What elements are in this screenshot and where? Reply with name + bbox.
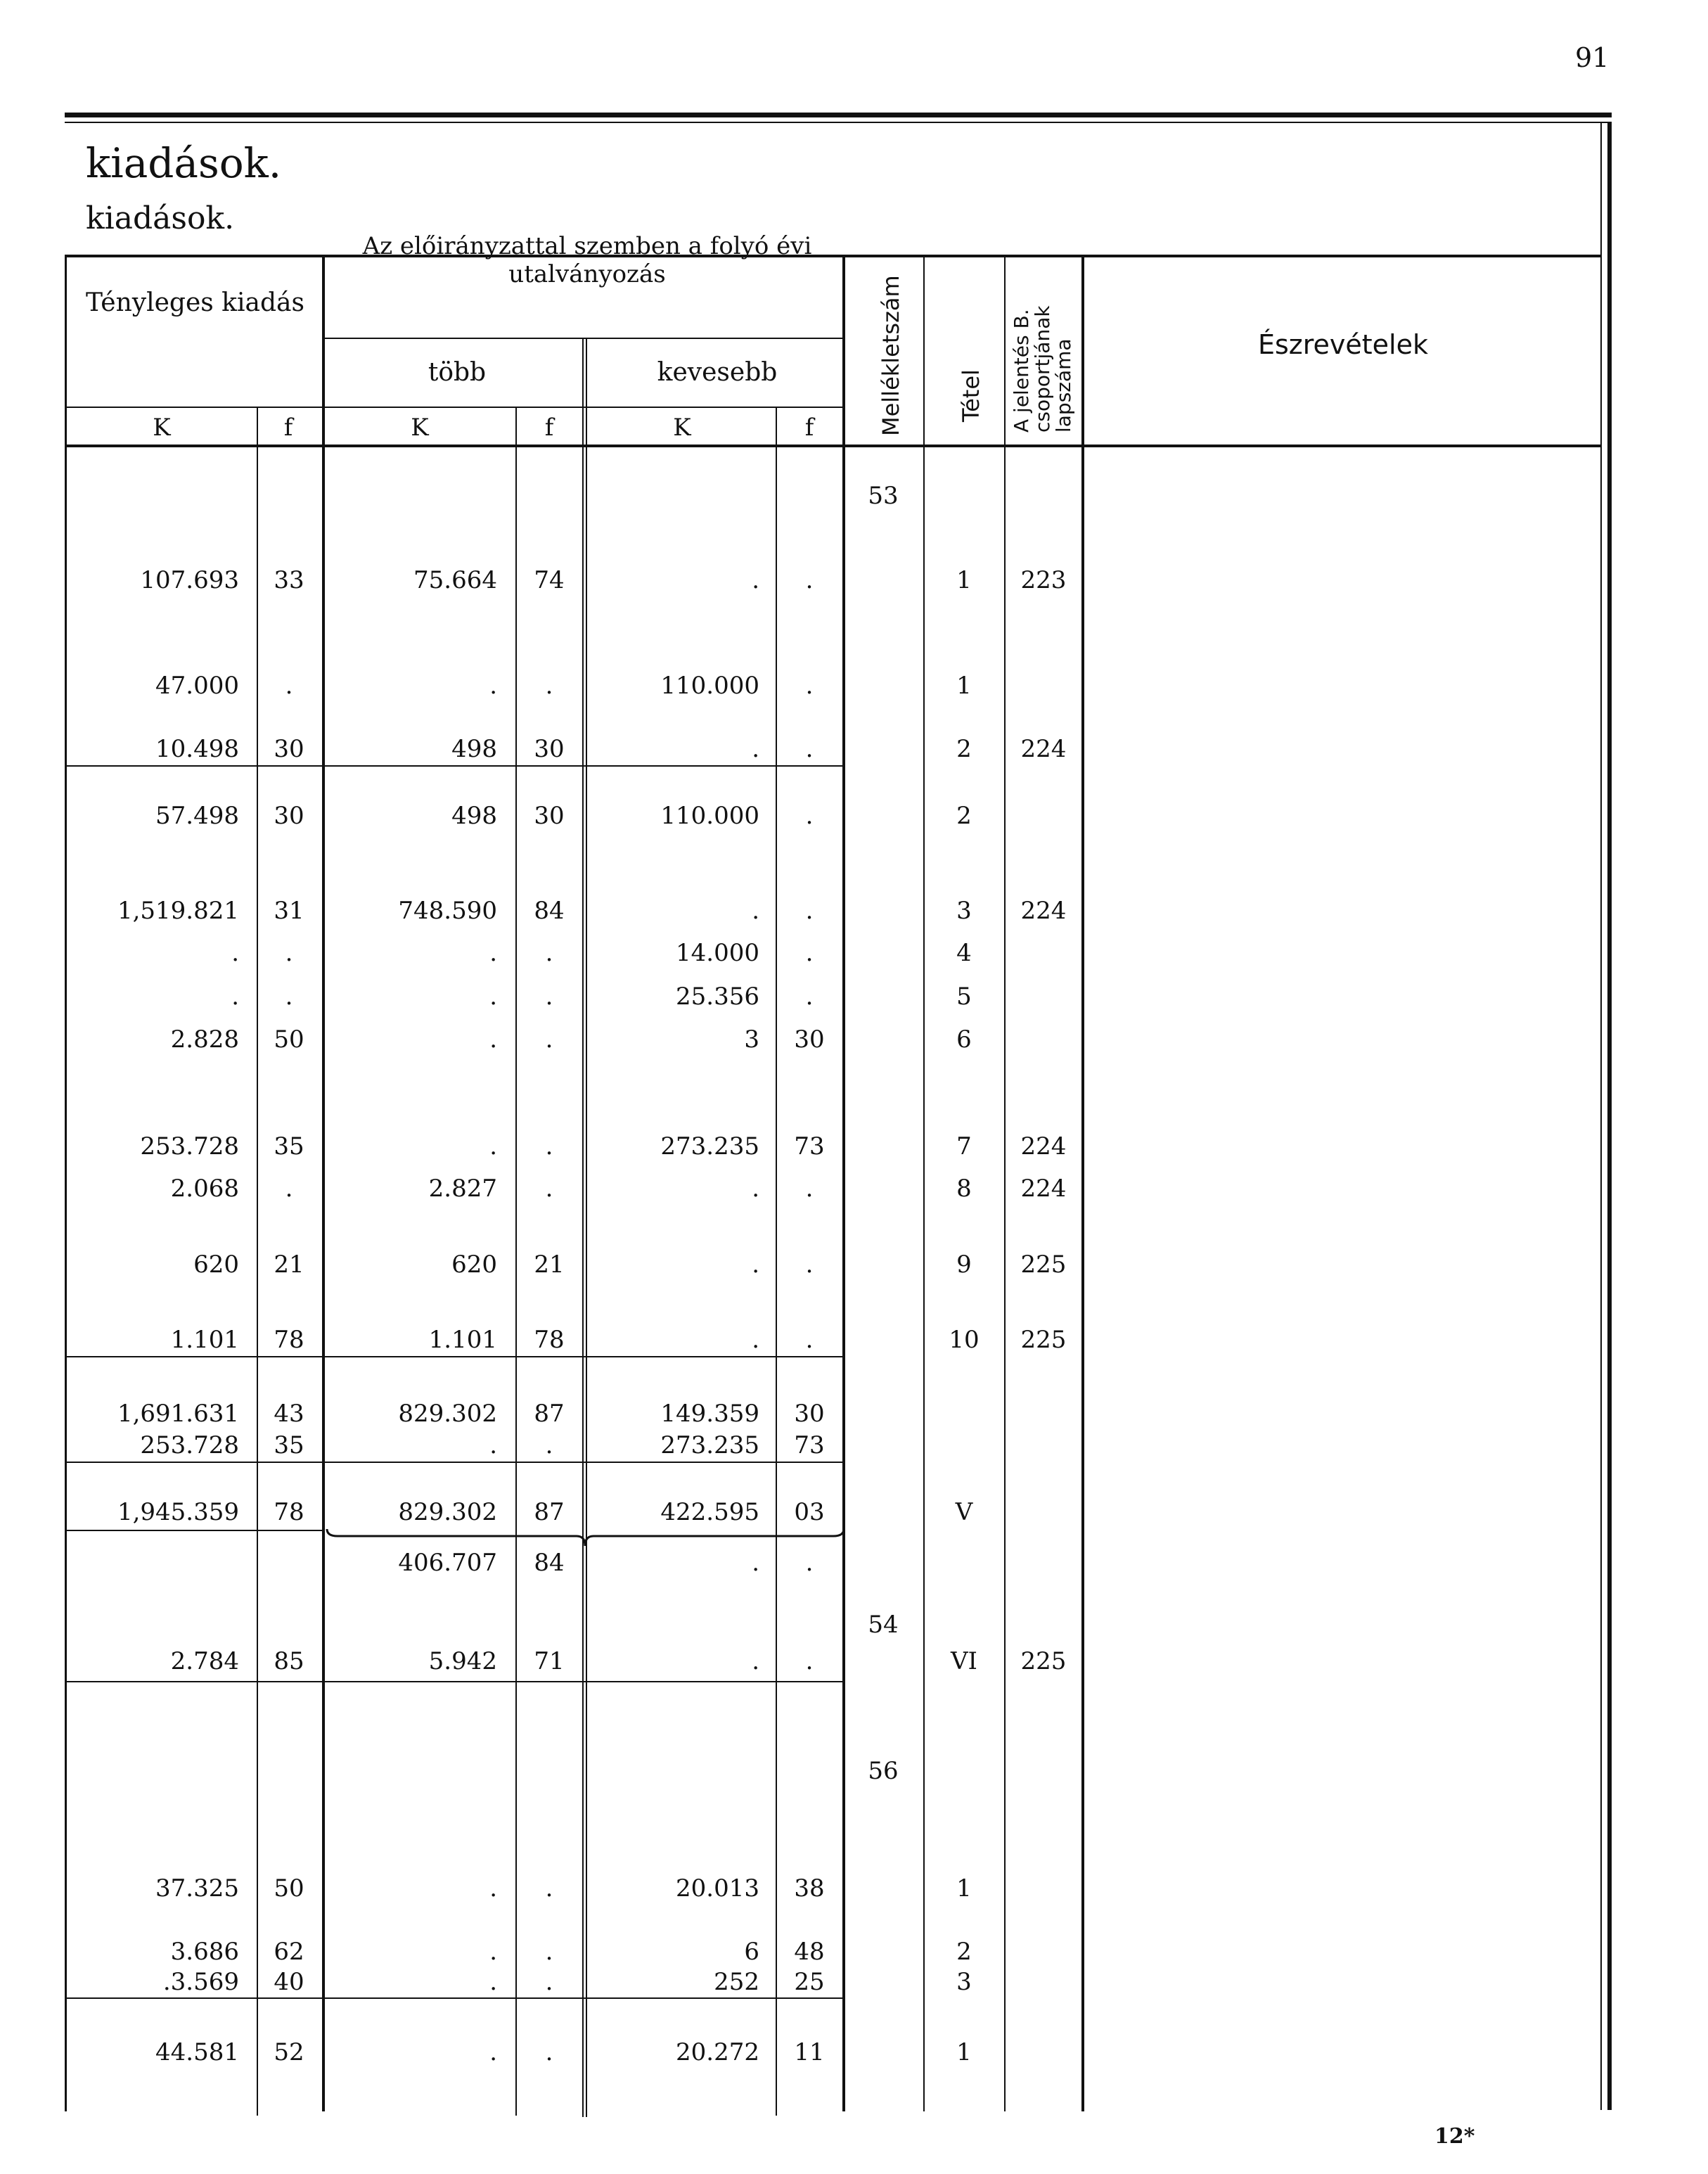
cell-tobb-k: . xyxy=(489,672,497,700)
cell-kevesebb-f: . xyxy=(805,1175,814,1203)
sum-rule-2 xyxy=(67,1356,844,1357)
cell-kevesebb-k: 273.235 xyxy=(660,1431,759,1459)
right-border-outer xyxy=(1607,123,1612,2110)
right-border-inner xyxy=(1600,123,1602,2110)
col-line-eszrevetelek xyxy=(1081,255,1084,2111)
cell-lapszam: 225 xyxy=(1020,1326,1067,1354)
cell-tenyleges-f: 85 xyxy=(274,1647,304,1675)
cell-lapszam: 225 xyxy=(1020,1251,1067,1279)
cell-tobb-k: . xyxy=(489,1968,497,1996)
header-tetel: Tétel xyxy=(958,369,984,422)
cell-tenyleges-f: 35 xyxy=(274,1431,304,1459)
cell-tobb-f: 30 xyxy=(534,735,565,763)
cell-kevesebb-k: 25.356 xyxy=(676,983,759,1011)
cell-tobb-k: 829.302 xyxy=(398,1400,497,1428)
cell-tobb-k: 1.101 xyxy=(428,1326,497,1354)
cell-tobb-k: 2.827 xyxy=(428,1175,497,1203)
cell-kevesebb-k: . xyxy=(752,566,759,594)
cell-tobb-k: 498 xyxy=(451,735,497,763)
cell-tenyleges-k: 620 xyxy=(193,1251,239,1279)
cell-tobb-k: 829.302 xyxy=(398,1498,497,1526)
cell-kevesebb-f: . xyxy=(805,1251,814,1279)
cell-kevesebb-f: . xyxy=(805,983,814,1011)
cell-tobb-f: . xyxy=(545,1175,553,1203)
header-eloiranyzat xyxy=(330,229,844,288)
sum-rule-6 xyxy=(67,1997,844,1999)
header-k-tobb: K xyxy=(411,414,429,442)
header-f-kevesebb: f xyxy=(804,414,814,442)
header-eloiranyzat-text: Az előirányzattal szemben a folyó évi utalványozás xyxy=(362,232,812,288)
cell-tobb-k: 406.707 xyxy=(398,1549,497,1577)
cell-tenyleges-k: . xyxy=(231,983,239,1011)
cell-kevesebb-k: . xyxy=(752,1549,759,1577)
cell-mellekletszam: 56 xyxy=(868,1757,899,1785)
cell-tobb-f: . xyxy=(545,672,553,700)
cell-kevesebb-k: 273.235 xyxy=(660,1132,759,1160)
cell-lapszam: 224 xyxy=(1020,1175,1067,1203)
cell-tobb-k: . xyxy=(489,939,497,967)
cell-tenyleges-k: 37.325 xyxy=(155,1874,239,1903)
header-eszrevetelek: Észrevételek xyxy=(1257,329,1428,360)
cell-tobb-f: . xyxy=(545,1025,553,1054)
cell-tenyleges-f: . xyxy=(285,1175,293,1203)
cell-tobb-k: . xyxy=(489,1874,497,1903)
cell-tobb-f: . xyxy=(545,1874,553,1903)
cell-tobb-k: 498 xyxy=(451,802,497,830)
cell-tetel: 1 xyxy=(956,1874,972,1903)
cell-tenyleges-k: 44.581 xyxy=(155,2038,239,2066)
header-k-tenyleges: K xyxy=(153,414,171,442)
cell-tenyleges-f: 30 xyxy=(274,735,304,763)
footer-mark: 12* xyxy=(1434,2124,1475,2149)
cell-kevesebb-f: 73 xyxy=(794,1132,825,1160)
cell-tobb-f: 71 xyxy=(534,1647,565,1675)
cell-kevesebb-f: 48 xyxy=(794,1938,825,1966)
header-jelentes-3: lapszáma xyxy=(1052,338,1075,433)
header-tenyleges-text: Tényleges kiadás xyxy=(86,288,304,317)
header-jelentes-2: csoportjának xyxy=(1031,305,1054,433)
cell-tetel: VI xyxy=(951,1647,977,1675)
cell-kevesebb-k: 252 xyxy=(714,1968,759,1996)
cell-tobb-f: . xyxy=(545,1132,553,1160)
cell-kevesebb-k: 3 xyxy=(744,1025,759,1054)
cell-kevesebb-f: 11 xyxy=(794,2038,825,2066)
cell-kevesebb-f: 30 xyxy=(794,1025,825,1054)
cell-tenyleges-k: 47.000 xyxy=(155,672,239,700)
cell-tenyleges-f: . xyxy=(285,939,293,967)
cell-tobb-f: . xyxy=(545,2038,553,2066)
cell-tobb-k: . xyxy=(489,1431,497,1459)
cell-tobb-f: . xyxy=(545,1938,553,1966)
cell-tenyleges-k: . xyxy=(231,939,239,967)
sum-rule-3 xyxy=(67,1462,844,1463)
cell-tenyleges-f: 40 xyxy=(274,1968,304,1996)
cell-tetel: 1 xyxy=(956,2038,972,2066)
cell-tetel: 3 xyxy=(956,1968,972,1996)
brace-bracket xyxy=(323,1526,847,1550)
header-jelentes-1: A jelentés B. xyxy=(1010,309,1033,433)
cell-tenyleges-f: . xyxy=(285,672,293,700)
cell-kevesebb-f: . xyxy=(805,1549,814,1577)
cell-tenyleges-k: 1,945.359 xyxy=(117,1498,239,1526)
cell-tenyleges-f: 62 xyxy=(274,1938,304,1966)
cell-tenyleges-f: 43 xyxy=(274,1400,304,1428)
cell-tenyleges-f: 31 xyxy=(274,897,304,925)
top-double-rule xyxy=(65,113,1612,117)
cell-tobb-k: 748.590 xyxy=(398,897,497,925)
cell-tobb-k: . xyxy=(489,983,497,1011)
cell-tenyleges-k: 253.728 xyxy=(140,1132,239,1160)
header-mellekletszam: Mellékletszám xyxy=(878,275,904,436)
cell-tobb-f: . xyxy=(545,1431,553,1459)
cell-tobb-f: 74 xyxy=(534,566,565,594)
rule-above-kf xyxy=(67,407,844,408)
cell-tenyleges-f: 52 xyxy=(274,2038,304,2066)
cell-tenyleges-k: 10.498 xyxy=(155,735,239,763)
cell-kevesebb-k: . xyxy=(752,1326,759,1354)
cell-tetel: 2 xyxy=(956,735,972,763)
cell-tenyleges-f: . xyxy=(285,983,293,1011)
cell-tobb-k: 5.942 xyxy=(428,1647,497,1675)
cell-kevesebb-k: . xyxy=(752,1647,759,1675)
cell-mellekletszam: 54 xyxy=(868,1611,899,1639)
cell-tobb-f: 21 xyxy=(534,1251,565,1279)
cell-kevesebb-k: . xyxy=(752,897,759,925)
cell-tobb-f: . xyxy=(545,983,553,1011)
cell-tenyleges-k: 1.101 xyxy=(170,1326,239,1354)
top-thin-rule xyxy=(65,122,1612,123)
cell-tenyleges-k: 2.068 xyxy=(170,1175,239,1203)
cell-tenyleges-k: 3.686 xyxy=(170,1938,239,1966)
cell-kevesebb-k: 14.000 xyxy=(676,939,759,967)
cell-tenyleges-f: 35 xyxy=(274,1132,304,1160)
cell-tetel: 1 xyxy=(956,566,972,594)
cell-kevesebb-f: 25 xyxy=(794,1968,825,1996)
cell-kevesebb-f: . xyxy=(805,802,814,830)
col-line-mellekletszam xyxy=(842,255,845,2111)
cell-kevesebb-k: 110.000 xyxy=(660,802,759,830)
cell-tobb-k: . xyxy=(489,2038,497,2066)
cell-tenyleges-k: .3.569 xyxy=(162,1968,239,1996)
page-title: kiadások. xyxy=(86,139,282,187)
cell-kevesebb-k: . xyxy=(752,735,759,763)
cell-kevesebb-k: 422.595 xyxy=(660,1498,759,1526)
header-kevesebb: kevesebb xyxy=(657,358,778,387)
cell-tenyleges-k: 2.784 xyxy=(170,1647,239,1675)
cell-tetel: 4 xyxy=(956,939,972,967)
cell-tobb-f: 30 xyxy=(534,802,565,830)
cell-kevesebb-f: 73 xyxy=(794,1431,825,1459)
cell-lapszam: 224 xyxy=(1020,735,1067,763)
page-subtitle: kiadások. xyxy=(86,200,235,236)
cell-kevesebb-k: . xyxy=(752,1251,759,1279)
header-k-kevesebb: K xyxy=(673,414,691,442)
cell-kevesebb-k: 20.272 xyxy=(676,2038,759,2066)
cell-tobb-k: 620 xyxy=(451,1251,497,1279)
cell-tobb-k: 75.664 xyxy=(413,566,497,594)
cell-tenyleges-k: 253.728 xyxy=(140,1431,239,1459)
cell-kevesebb-f: 03 xyxy=(794,1498,825,1526)
cell-tobb-f: 78 xyxy=(534,1326,565,1354)
cell-kevesebb-k: 6 xyxy=(744,1938,759,1966)
cell-tenyleges-f: 78 xyxy=(274,1498,304,1526)
cell-tetel: 6 xyxy=(956,1025,972,1054)
col-line-tobb-end-b xyxy=(586,338,587,2117)
cell-tobb-k: . xyxy=(489,1025,497,1054)
cell-tetel: V xyxy=(955,1498,973,1526)
cell-tenyleges-k: 1,691.631 xyxy=(117,1400,239,1428)
cell-tenyleges-f: 78 xyxy=(274,1326,304,1354)
cell-kevesebb-f: . xyxy=(805,672,814,700)
cell-kevesebb-f: . xyxy=(805,939,814,967)
cell-tobb-f: 87 xyxy=(534,1498,565,1526)
cell-tenyleges-k: 1,519.821 xyxy=(117,897,239,925)
page-number: 91 xyxy=(1575,42,1610,73)
cell-kevesebb-k: . xyxy=(752,1175,759,1203)
sum-rule-1 xyxy=(67,765,844,767)
cell-lapszam: 225 xyxy=(1020,1647,1067,1675)
cell-kevesebb-k: 110.000 xyxy=(660,672,759,700)
cell-tetel: 10 xyxy=(949,1326,980,1354)
cell-kevesebb-f: . xyxy=(805,897,814,925)
cell-kevesebb-f: 38 xyxy=(794,1874,825,1903)
cell-kevesebb-f: 30 xyxy=(794,1400,825,1428)
sum-rule-5 xyxy=(67,1681,844,1682)
cell-tobb-f: 84 xyxy=(534,897,565,925)
cell-tetel: 8 xyxy=(956,1175,972,1203)
cell-mellekletszam: 53 xyxy=(868,482,899,510)
cell-tetel: 2 xyxy=(956,802,972,830)
cell-lapszam: 223 xyxy=(1020,566,1067,594)
cell-tetel: 1 xyxy=(956,672,972,700)
cell-tetel: 9 xyxy=(956,1251,972,1279)
cell-tetel: 5 xyxy=(956,983,972,1011)
cell-tenyleges-f: 30 xyxy=(274,802,304,830)
cell-kevesebb-k: 149.359 xyxy=(660,1400,759,1428)
cell-lapszam: 224 xyxy=(1020,897,1067,925)
header-f-tobb: f xyxy=(544,414,554,442)
cell-tenyleges-k: 107.693 xyxy=(140,566,239,594)
header-tobb: több xyxy=(428,358,487,387)
cell-tenyleges-f: 50 xyxy=(274,1025,304,1054)
cell-tetel: 2 xyxy=(956,1938,972,1966)
cell-tobb-f: 84 xyxy=(534,1549,565,1577)
cell-kevesebb-f: . xyxy=(805,1647,814,1675)
header-tenyleges xyxy=(67,285,323,321)
cell-kevesebb-k: 20.013 xyxy=(676,1874,759,1903)
cell-tobb-f: 87 xyxy=(534,1400,565,1428)
cell-tenyleges-k: 57.498 xyxy=(155,802,239,830)
cell-tenyleges-f: 33 xyxy=(274,566,304,594)
cell-kevesebb-f: . xyxy=(805,735,814,763)
cell-kevesebb-f: . xyxy=(805,1326,814,1354)
cell-tobb-k: . xyxy=(489,1938,497,1966)
cell-tenyleges-k: 2.828 xyxy=(170,1025,239,1054)
cell-tetel: 7 xyxy=(956,1132,972,1160)
cell-lapszam: 224 xyxy=(1020,1132,1067,1160)
cell-kevesebb-f: . xyxy=(805,566,814,594)
rule-under-eloiranyzat xyxy=(325,338,844,339)
cell-tobb-k: . xyxy=(489,1132,497,1160)
header-f-tenyleges: f xyxy=(283,414,293,442)
cell-tenyleges-f: 50 xyxy=(274,1874,304,1903)
cell-tobb-f: . xyxy=(545,1968,553,1996)
sum-rule-4a xyxy=(67,1530,323,1531)
cell-tetel: 3 xyxy=(956,897,972,925)
header-bottom-rule xyxy=(65,445,1602,447)
col-line-tobb-end-a xyxy=(582,338,584,2117)
cell-tenyleges-f: 21 xyxy=(274,1251,304,1279)
cell-tobb-f: . xyxy=(545,939,553,967)
